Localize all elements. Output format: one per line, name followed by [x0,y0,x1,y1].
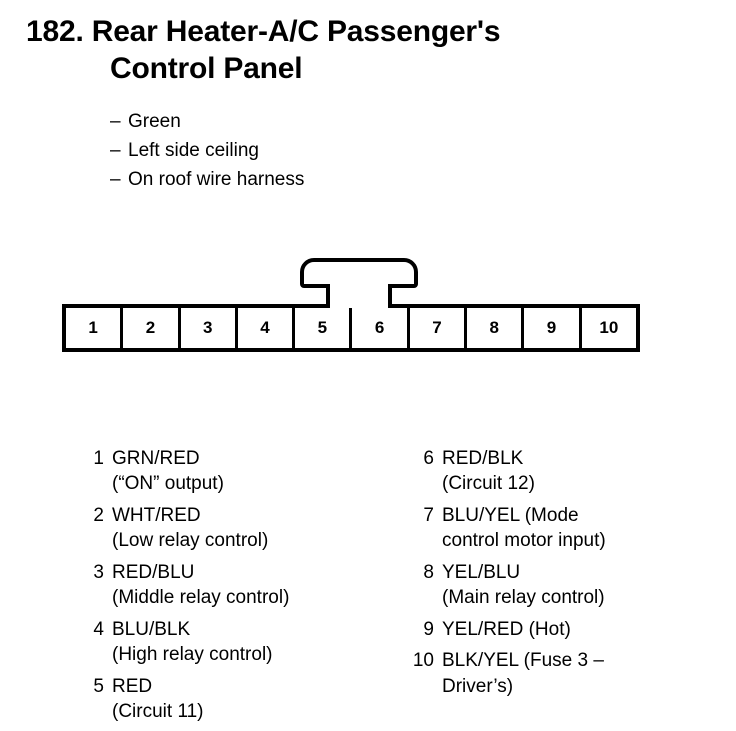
note-text: Left side ceiling [128,139,259,161]
title-line-1 [26,14,686,51]
note-text: Green [128,111,181,132]
pin-cell: 4 [238,308,295,348]
legend-entry [408,503,688,554]
legend-pin-number: 10 [412,650,434,672]
legend-entry [78,560,358,611]
connector-tab-neck [326,284,392,308]
legend-pin-sublabel: (Low relay control) [112,530,269,552]
note-text: On roof wire harness [128,168,305,190]
pin-cell: 2 [123,308,180,348]
pin-cell: 3 [181,308,238,348]
legend-pin-label: RED/BLU [112,561,195,583]
legend-entry [408,560,688,611]
note-item [110,108,570,137]
note-item [110,137,570,166]
legend-pin-number: 3 [93,561,104,583]
legend-pin-number: 6 [423,448,434,469]
legend-entry [78,617,358,668]
legend-entry [78,446,358,497]
legend-pin-label: BLK/YEL (Fuse 3 – [442,650,604,672]
notes-list [110,108,570,195]
legend-pin-number: 9 [423,618,434,640]
legend-pin-label: RED/BLK [442,448,524,469]
legend-column-right [408,446,688,731]
legend-pin-label: RED [112,675,153,697]
legend-pin-label: YEL/RED (Hot) [442,618,571,640]
title-text-1: Rear Heater-A/C Passenger's [91,15,501,48]
legend-entry [408,617,688,642]
pin-cell: 10 [582,308,636,348]
legend-pin-number: 1 [93,448,104,469]
connector-diagram [60,258,660,358]
legend-pin-sublabel: (Main relay control) [442,587,605,609]
legend-pin-number: 8 [423,561,434,583]
legend-pin-label: BLU/BLK [112,618,191,640]
legend-pin-label: GRN/RED [112,448,200,469]
pin-cell: 1 [66,308,123,348]
pin-legend [78,446,698,731]
legend-pin-number: 2 [93,504,104,526]
legend-entry [408,648,688,699]
title-line-2: Control Panel [110,51,303,85]
legend-entry [78,503,358,554]
legend-pin-sublabel: (High relay control) [112,644,273,666]
note-dash: – [110,168,121,190]
legend-column-left [78,446,358,731]
pin-cell: 6 [352,308,409,348]
legend-pin-label: BLU/YEL (Mode [442,504,579,526]
note-item [110,166,570,195]
legend-pin-number: 7 [423,504,434,526]
section-number: 182. [26,15,84,48]
legend-pin-sublabel: control motor input) [442,530,606,552]
note-dash: – [110,139,121,161]
pin-cell: 8 [467,308,524,348]
legend-pin-label: YEL/BLU [442,561,521,583]
legend-pin-sublabel: (“ON” output) [112,473,224,495]
legend-entry [408,446,688,497]
legend-pin-number: 5 [93,675,104,697]
legend-pin-sublabel: (Circuit 11) [112,701,204,723]
legend-pin-sublabel: (Middle relay control) [112,587,290,609]
legend-pin-label: WHT/RED [112,504,201,526]
pin-cell: 7 [410,308,467,348]
legend-pin-sublabel: (Circuit 12) [442,473,535,495]
legend-pin-sublabel: Driver’s) [442,675,514,697]
pin-cell: 5 [295,308,352,348]
connector-pin-row [62,304,640,352]
legend-pin-number: 4 [93,618,104,640]
page-title [26,14,686,87]
note-dash: – [110,111,121,132]
pin-cell: 9 [524,308,581,348]
legend-entry [78,674,358,725]
